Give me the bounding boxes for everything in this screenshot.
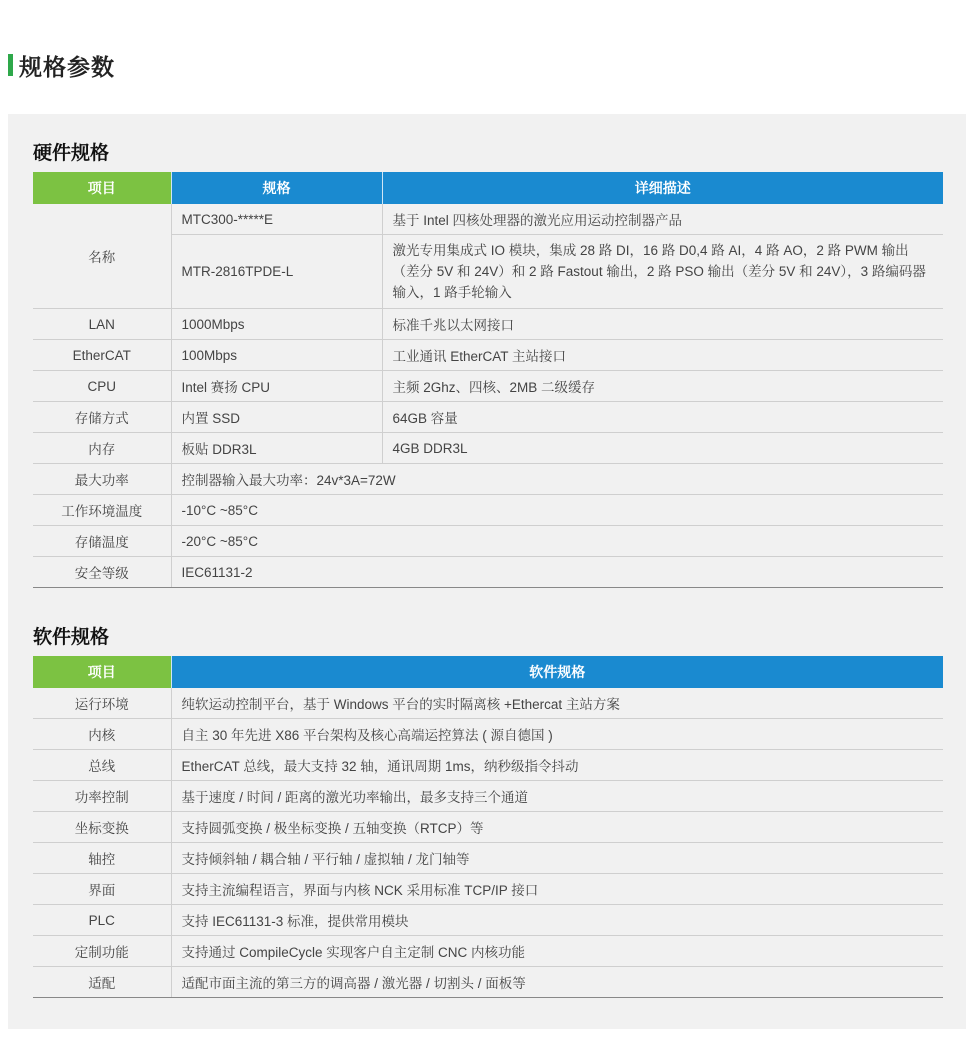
row-item: 轴控 — [33, 843, 171, 874]
row-item: 运行环境 — [33, 688, 171, 719]
row-desc: 工业通讯 EtherCAT 主站接口 — [382, 340, 943, 371]
row-desc: 激光专用集成式 IO 模块，集成 28 路 DI，16 路 D0,4 路 AI，4 路 AO，2 路 PWM 输出（差分 5V 和 24V）和 2 路 Fastout 输出，2 路 PSO 输出（差分 5V 和 24V），3 路编码器输入，1 路手轮输入 — [382, 235, 943, 309]
col-header-item: 项目 — [33, 172, 171, 204]
row-item: LAN — [33, 309, 171, 340]
row-item: 存储方式 — [33, 402, 171, 433]
row-desc: 64GB 容量 — [382, 402, 943, 433]
row-spec: 控制器输入最大功率：24v*3A=72W — [171, 464, 943, 495]
table-row — [33, 464, 943, 495]
row-spec: 支持主流编程语言，界面与内核 NCK 采用标准 TCP/IP 接口 — [171, 874, 943, 905]
row-item: PLC — [33, 905, 171, 936]
row-spec: 1000Mbps — [171, 309, 382, 340]
table-row — [33, 340, 943, 371]
row-item: 工作环境温度 — [33, 495, 171, 526]
table-row — [33, 874, 943, 905]
row-item: 存储温度 — [33, 526, 171, 557]
row-spec: 自主 30 年先进 X86 平台架构及核心高端运控算法 ( 源自德国 ) — [171, 719, 943, 750]
row-item: CPU — [33, 371, 171, 402]
table-row — [33, 495, 943, 526]
spec-panel — [8, 114, 966, 1029]
row-item: 坐标变换 — [33, 812, 171, 843]
table-row — [33, 402, 943, 433]
page-title: 规格参数 — [19, 53, 115, 80]
table-row — [33, 688, 943, 719]
software-spec-table — [33, 656, 943, 998]
col-header-desc: 详细描述 — [382, 172, 943, 204]
software-section-title: 软件规格 — [33, 627, 110, 648]
row-spec: 支持通过 CompileCycle 实现客户自主定制 CNC 内核功能 — [171, 936, 943, 967]
row-item: 定制功能 — [33, 936, 171, 967]
row-item: 功率控制 — [33, 781, 171, 812]
row-item: 界面 — [33, 874, 171, 905]
row-spec: 基于速度 / 时间 / 距离的激光功率输出，最多支持三个通道 — [171, 781, 943, 812]
table-row — [33, 557, 943, 588]
row-spec: 支持倾斜轴 / 耦合轴 / 平行轴 / 虚拟轴 / 龙门轴等 — [171, 843, 943, 874]
row-spec: MTC300-*****E — [171, 204, 382, 235]
row-spec: 支持 IEC61131-3 标准，提供常用模块 — [171, 905, 943, 936]
row-spec: 适配市面主流的第三方的调高器 / 激光器 / 切割头 / 面板等 — [171, 967, 943, 998]
row-spec: -10°C ~85°C — [171, 495, 943, 526]
table-header-row — [33, 172, 943, 204]
col-header-spec: 规格 — [171, 172, 382, 204]
row-desc: 基于 Intel 四核处理器的激光应用运动控制器产品 — [382, 204, 943, 235]
row-item: EtherCAT — [33, 340, 171, 371]
row-item: 名称 — [33, 204, 171, 309]
table-row — [33, 936, 943, 967]
table-row — [33, 433, 943, 464]
row-spec: 支持圆弧变换 / 极坐标变换 / 五轴变换（RTCP）等 — [171, 812, 943, 843]
hardware-spec-table — [33, 172, 943, 588]
row-item: 内核 — [33, 719, 171, 750]
table-row — [33, 905, 943, 936]
table-row — [33, 309, 943, 340]
table-row — [33, 750, 943, 781]
table-row — [33, 204, 943, 235]
row-spec: 板贴 DDR3L — [171, 433, 382, 464]
row-item: 总线 — [33, 750, 171, 781]
row-spec: 内置 SSD — [171, 402, 382, 433]
row-desc: 4GB DDR3L — [382, 433, 943, 464]
table-row — [33, 781, 943, 812]
row-desc: 主频 2Ghz、四核、2MB 二级缓存 — [382, 371, 943, 402]
row-item: 最大功率 — [33, 464, 171, 495]
row-item: 内存 — [33, 433, 171, 464]
row-desc: 标准千兆以太网接口 — [382, 309, 943, 340]
col-header-spec: 软件规格 — [171, 656, 943, 688]
title-accent-bar — [8, 54, 13, 76]
col-header-item: 项目 — [33, 656, 171, 688]
row-spec: -20°C ~85°C — [171, 526, 943, 557]
table-row — [33, 719, 943, 750]
row-spec: EtherCAT 总线，最大支持 32 轴，通讯周期 1ms，纳秒级指令抖动 — [171, 750, 943, 781]
row-spec: 纯软运动控制平台，基于 Windows 平台的实时隔离核 +Ethercat 主站方案 — [171, 688, 943, 719]
row-item: 适配 — [33, 967, 171, 998]
table-row — [33, 371, 943, 402]
table-header-row — [33, 656, 943, 688]
table-row — [33, 967, 943, 998]
row-spec: MTR-2816TPDE-L — [171, 235, 382, 309]
row-item: 安全等级 — [33, 557, 171, 588]
row-spec: 100Mbps — [171, 340, 382, 371]
hardware-section-title: 硬件规格 — [33, 143, 110, 164]
row-spec: IEC61131-2 — [171, 557, 943, 588]
table-row — [33, 843, 943, 874]
row-spec: Intel 赛扬 CPU — [171, 371, 382, 402]
table-row — [33, 526, 943, 557]
table-row — [33, 812, 943, 843]
page-header — [8, 50, 115, 80]
